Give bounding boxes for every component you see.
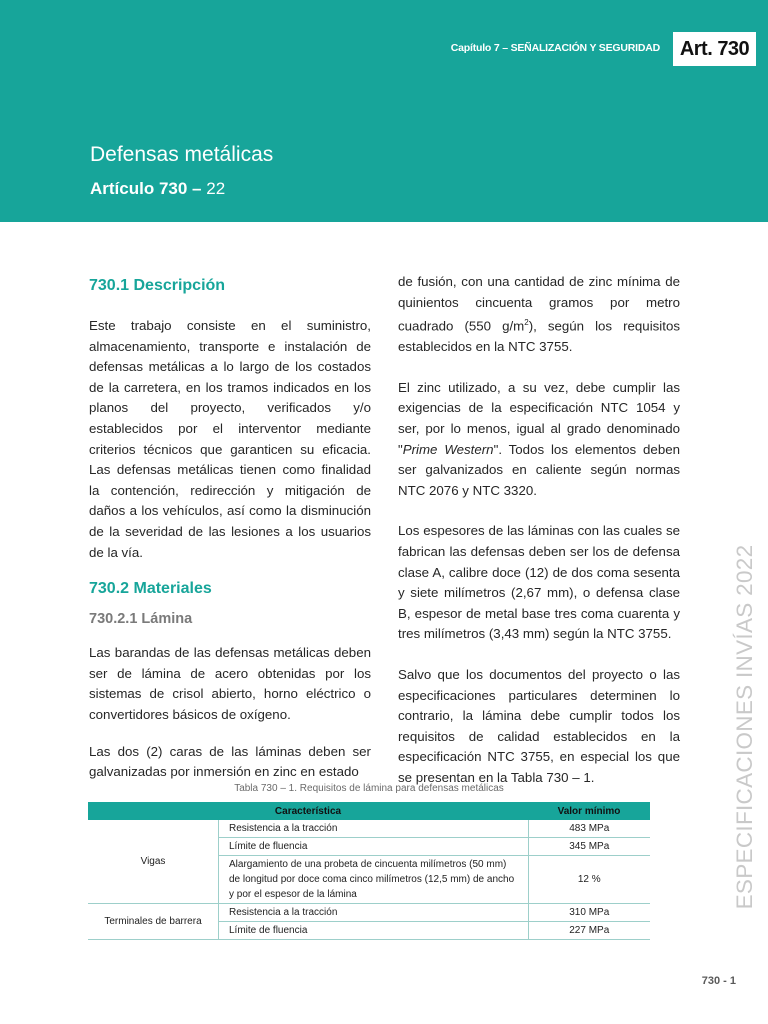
group-vigas: Vigas: [88, 820, 219, 904]
article-subtitle: [90, 179, 225, 199]
right-column: [398, 272, 680, 788]
superscript-2: 2: [524, 318, 529, 328]
feature-cell: Resistencia a la tracción: [219, 820, 529, 838]
feature-cell: Resistencia a la tracción: [219, 904, 529, 922]
subsection-heading-lamina: 730.2.1 Lámina: [89, 611, 193, 628]
paragraph-thickness: Los espesores de las láminas con las cuales se fabrican las defensas deben ser los de defensa clase A, calibre doce (12) de dos coma sesenta y siete milímetros (2,67 mm), o defensa clase B, espesor de metal base tres coma cuarenta y tres milímetros (3,43 mm) según la NTC 3755.: [398, 523, 680, 642]
group-terminales: Terminales de barrera: [88, 904, 219, 940]
value-cell: 310 MPa: [528, 904, 650, 922]
text-quality-a: Salvo que los documentos del proyecto o las especificaciones particulares determinen lo contrario, la lámina debe cumplir todos los requisitos de calidad establecidos en la especificación NTC 3755, en especial los que se presentan en la: [398, 666, 680, 785]
value-cell: 483 MPa: [528, 820, 650, 838]
table-reference: Tabla 730 – 1: [510, 769, 591, 785]
feature-cell: Límite de fluencia: [219, 838, 529, 856]
paragraph-lamina-2: Las dos (2) caras de las láminas deben ser galvanizadas por inmersión en zinc en estado: [89, 743, 371, 780]
header-min-value: Valor mínimo: [528, 802, 650, 820]
header-feature: Característica: [88, 802, 528, 820]
table-row: [88, 820, 650, 838]
paragraph-description: Este trabajo consiste en el suministro, almacenamiento, transporte e instalación de defensas metálicas a lo largo de los costados de la carretera, en los tramos indicados en los planos del proyecto, verificados y/o establecidos por el interventor mediante criterios técnicos que garanticen su eficacia. Las defensas metálicas tienen como finalidad la contención, redirección y mitigación de daños a los vehículos, así como la disminución de la severidad de las lesiones a los usuarios de la vía.: [89, 318, 371, 560]
subtitle-article: Artículo 730 –: [90, 179, 202, 198]
table-row: [88, 904, 650, 922]
side-vertical-text: ESPECIFICACIONES INVÍAS 2022: [732, 544, 757, 910]
feature-cell: Límite de fluencia: [219, 922, 529, 940]
left-column: [89, 276, 371, 783]
text-zinc-grade-b: ". Todos los elementos deben ser galvanizados en caliente según normas NTC 2076 y NTC 3320.: [398, 441, 680, 498]
section-heading-description: 730.1 Descripción: [89, 277, 226, 294]
paragraph-quality: [398, 665, 680, 789]
text-zinc-standard: ), según los requisitos establecidos en la NTC 3755.: [398, 318, 680, 355]
feature-cell: Alargamiento de una probeta de cincuenta milímetros (50 mm) de longitud por doce coma cinco milímetros (12,5 mm) de ancho y por el espesor de la lámina: [219, 856, 529, 904]
text-zinc-quantity: de fusión, con una cantidad de zinc mínima de quinientos cincuenta gramos por metro cuadrado (550 g/m: [398, 274, 680, 334]
chapter-label: Capítulo 7 – SEÑALIZACIÓN Y SEGURIDAD: [450, 42, 660, 54]
page-title: Defensas metálicas: [90, 143, 274, 166]
subtitle-version: 22: [206, 179, 226, 198]
paragraph-zinc-grade: [398, 378, 680, 502]
section-heading-materials: 730.2 Materiales: [89, 580, 212, 598]
value-cell: 345 MPa: [528, 838, 650, 856]
text-quality-end: .: [590, 769, 595, 785]
table-header-row: [88, 802, 650, 820]
value-cell: 227 MPa: [528, 922, 650, 940]
text-prime-western: Prime Western: [402, 441, 494, 457]
requirements-table: [88, 802, 650, 940]
value-cell: 12 %: [528, 856, 650, 904]
paragraph-zinc-quantity: [398, 272, 680, 358]
table-caption: Tabla 730 – 1. Requisitos de lámina para defensas metálicas: [234, 783, 504, 794]
page-number: 730 - 1: [701, 975, 736, 987]
paragraph-lamina-1: Las barandas de las defensas metálicas deben ser de lámina de acero obtenidas por los sistemas de crisol abierto, horno eléctrico o convertidores básicos de oxígeno.: [89, 645, 371, 722]
text-zinc-grade-a: El zinc utilizado, a su vez, debe cumplir las exigencias de la especificación NTC 1054 y ser, por lo menos, igual al grado denominado ": [398, 379, 680, 457]
header-banner: [0, 0, 768, 222]
article-number-box: Art. 730: [673, 32, 756, 66]
